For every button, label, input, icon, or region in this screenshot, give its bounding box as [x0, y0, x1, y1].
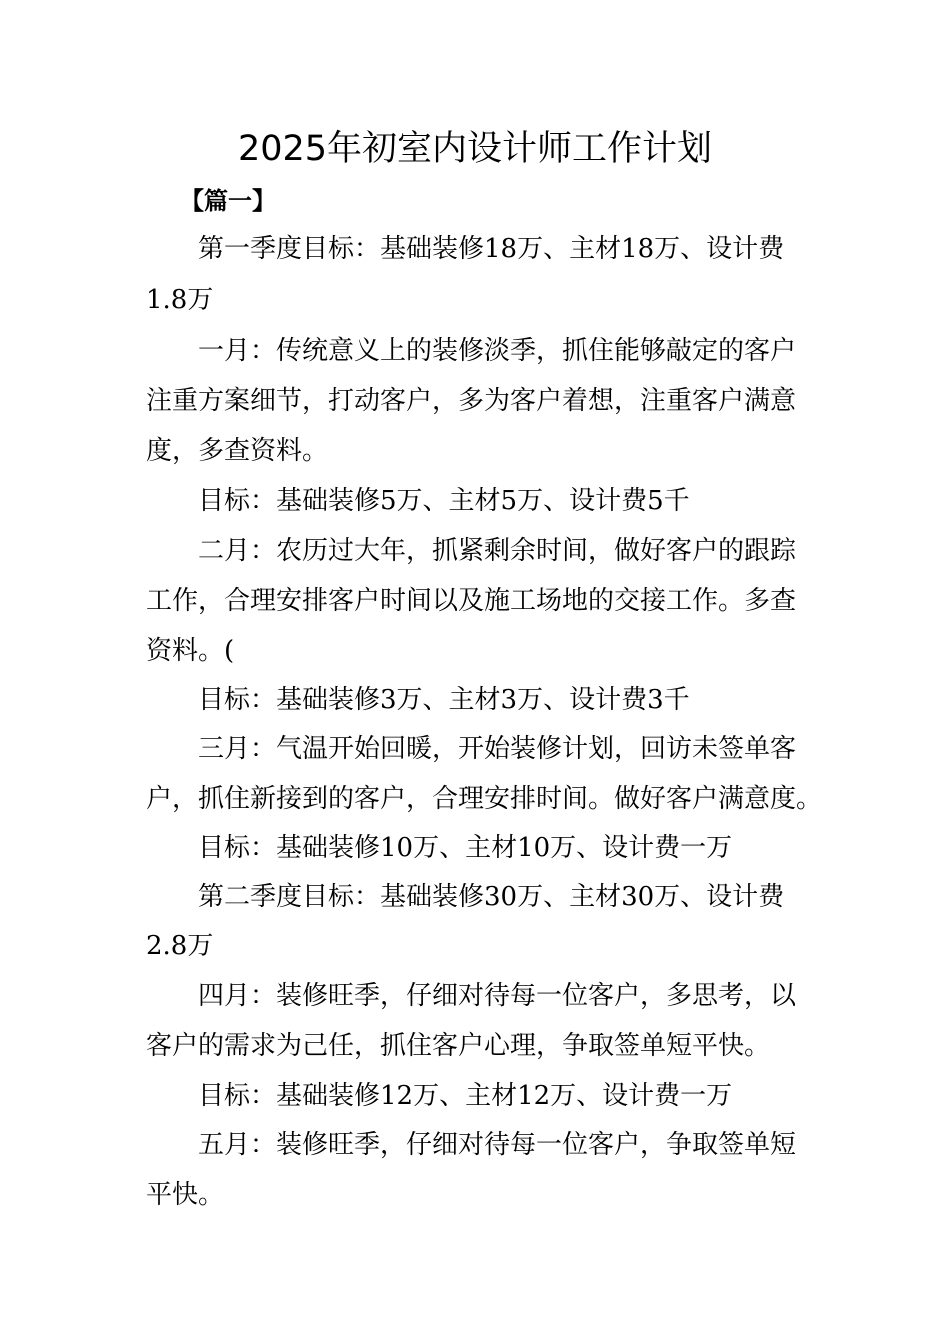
paragraph-line: 目标：基础装修10万、主材10万、设计费一万 [198, 833, 733, 863]
paragraph-line: 五月：装修旺季，仔细对待每一位客户，争取签单短 [198, 1130, 797, 1160]
paragraph-line: 三月：气温开始回暖，开始装修计划，回访未签单客 [198, 734, 797, 764]
paragraph-line: 2.8万 [146, 931, 214, 961]
document-title: 2025年初室内设计师工作计划 [237, 129, 713, 169]
paragraph-line: 客户的需求为己任，抓住客户心理，争取签单短平快。 [146, 1031, 771, 1061]
paragraph-line: 注重方案细节，打动客户，多为客户着想，注重客户满意 [146, 386, 797, 416]
paragraph-line: 一月：传统意义上的装修淡季，抓住能够敲定的客户 [198, 336, 797, 366]
paragraph-line: 第一季度目标：基础装修18万、主材18万、设计费 [198, 234, 785, 264]
paragraph-line: 目标：基础装修5万、主材5万、设计费5千 [198, 486, 690, 516]
paragraph-line: 二月：农历过大年，抓紧剩余时间，做好客户的跟踪 [198, 536, 797, 566]
paragraph-line: 1.8万 [146, 285, 214, 315]
paragraph-line: 第二季度目标：基础装修30万、主材30万、设计费 [198, 882, 785, 912]
paragraph-line: 目标：基础装修12万、主材12万、设计费一万 [198, 1081, 733, 1111]
section-heading: 【篇一】 [180, 187, 276, 215]
paragraph-line: 度，多查资料。 [146, 436, 329, 466]
paragraph-line: 平快。 [146, 1180, 225, 1210]
paragraph-line: 资料。( [146, 636, 235, 666]
paragraph-line: 工作，合理安排客户时间以及施工场地的交接工作。多查 [146, 586, 797, 616]
paragraph-line: 户，抓住新接到的客户，合理安排时间。做好客户满意度。 [146, 784, 823, 814]
paragraph-line: 四月：装修旺季，仔细对待每一位客户，多思考，以 [198, 981, 797, 1011]
paragraph-line: 目标：基础装修3万、主材3万、设计费3千 [198, 685, 690, 715]
